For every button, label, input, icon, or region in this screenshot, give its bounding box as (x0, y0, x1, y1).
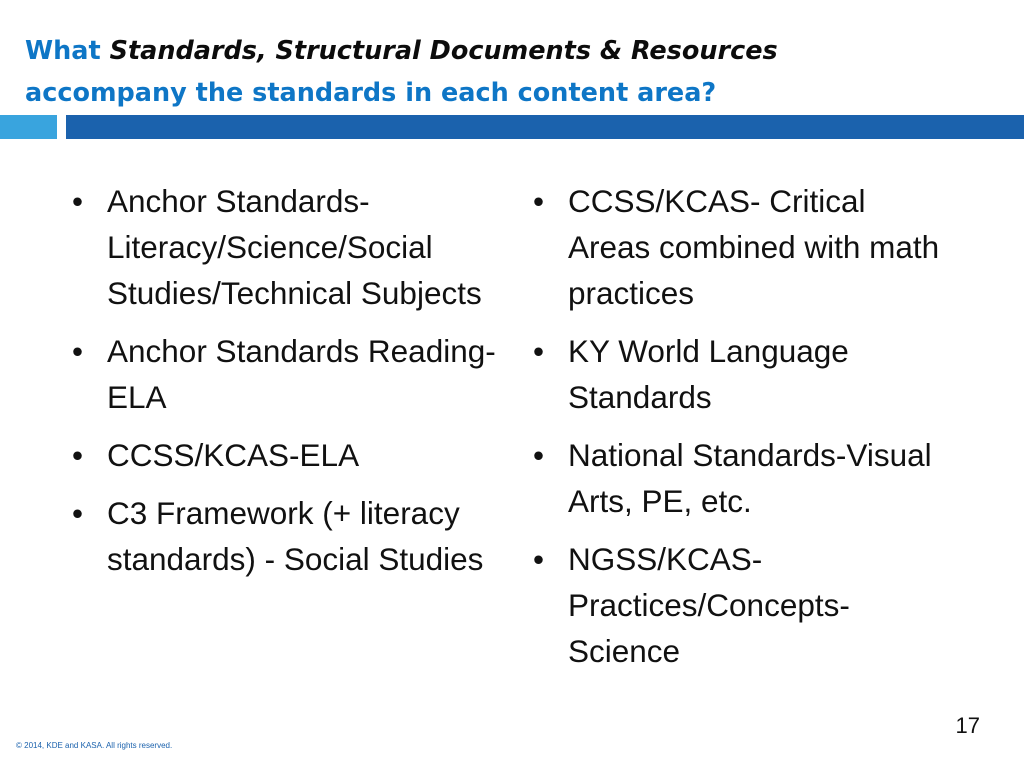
list-item-text: NGSS/KCAS-Practices/Concepts-Science (568, 541, 850, 669)
page-number: 17 (955, 713, 980, 738)
title-rest: accompany the standards in each content area? (25, 78, 717, 108)
bullet-glyph: • (533, 333, 545, 369)
left-bullet-list (69, 178, 521, 594)
right-bullet-list (530, 178, 950, 686)
list-item-text: Anchor Standards-Literacy/Science/Social Studies/Technical Subjects (107, 183, 482, 311)
list-item-text: C3 Framework (+ literacy standards) - Social Studies (107, 495, 484, 577)
list-item (69, 328, 521, 420)
list-item-text: CCSS/KCAS- Critical Areas combined with math practices (568, 183, 940, 311)
title-lead: What (25, 36, 101, 66)
bullet-glyph: • (72, 333, 84, 369)
list-item (530, 328, 950, 420)
list-item (530, 178, 950, 316)
slide-title (25, 30, 1020, 114)
list-item-text: KY World Language Standards (568, 333, 849, 415)
list-item (69, 490, 521, 582)
header-bar-accent (0, 115, 57, 139)
list-item (530, 536, 950, 674)
list-item (69, 432, 521, 478)
title-emphasis: Standards, Structural Documents & Resources (109, 36, 778, 66)
bullet-glyph: • (533, 437, 545, 473)
list-item-text: National Standards-Visual Arts, PE, etc. (568, 437, 932, 519)
bullet-glyph: • (533, 183, 545, 219)
header-bar (66, 115, 1024, 139)
list-item-text: Anchor Standards Reading-ELA (107, 333, 496, 415)
bullet-glyph: • (533, 541, 545, 577)
copyright-notice: © 2014, KDE and KASA. All rights reserved. (16, 741, 173, 750)
bullet-glyph: • (72, 437, 84, 473)
bullet-glyph: • (72, 495, 84, 531)
list-item-text: CCSS/KCAS-ELA (107, 437, 360, 473)
list-item (69, 178, 521, 316)
bullet-glyph: • (72, 183, 84, 219)
list-item (530, 432, 950, 524)
